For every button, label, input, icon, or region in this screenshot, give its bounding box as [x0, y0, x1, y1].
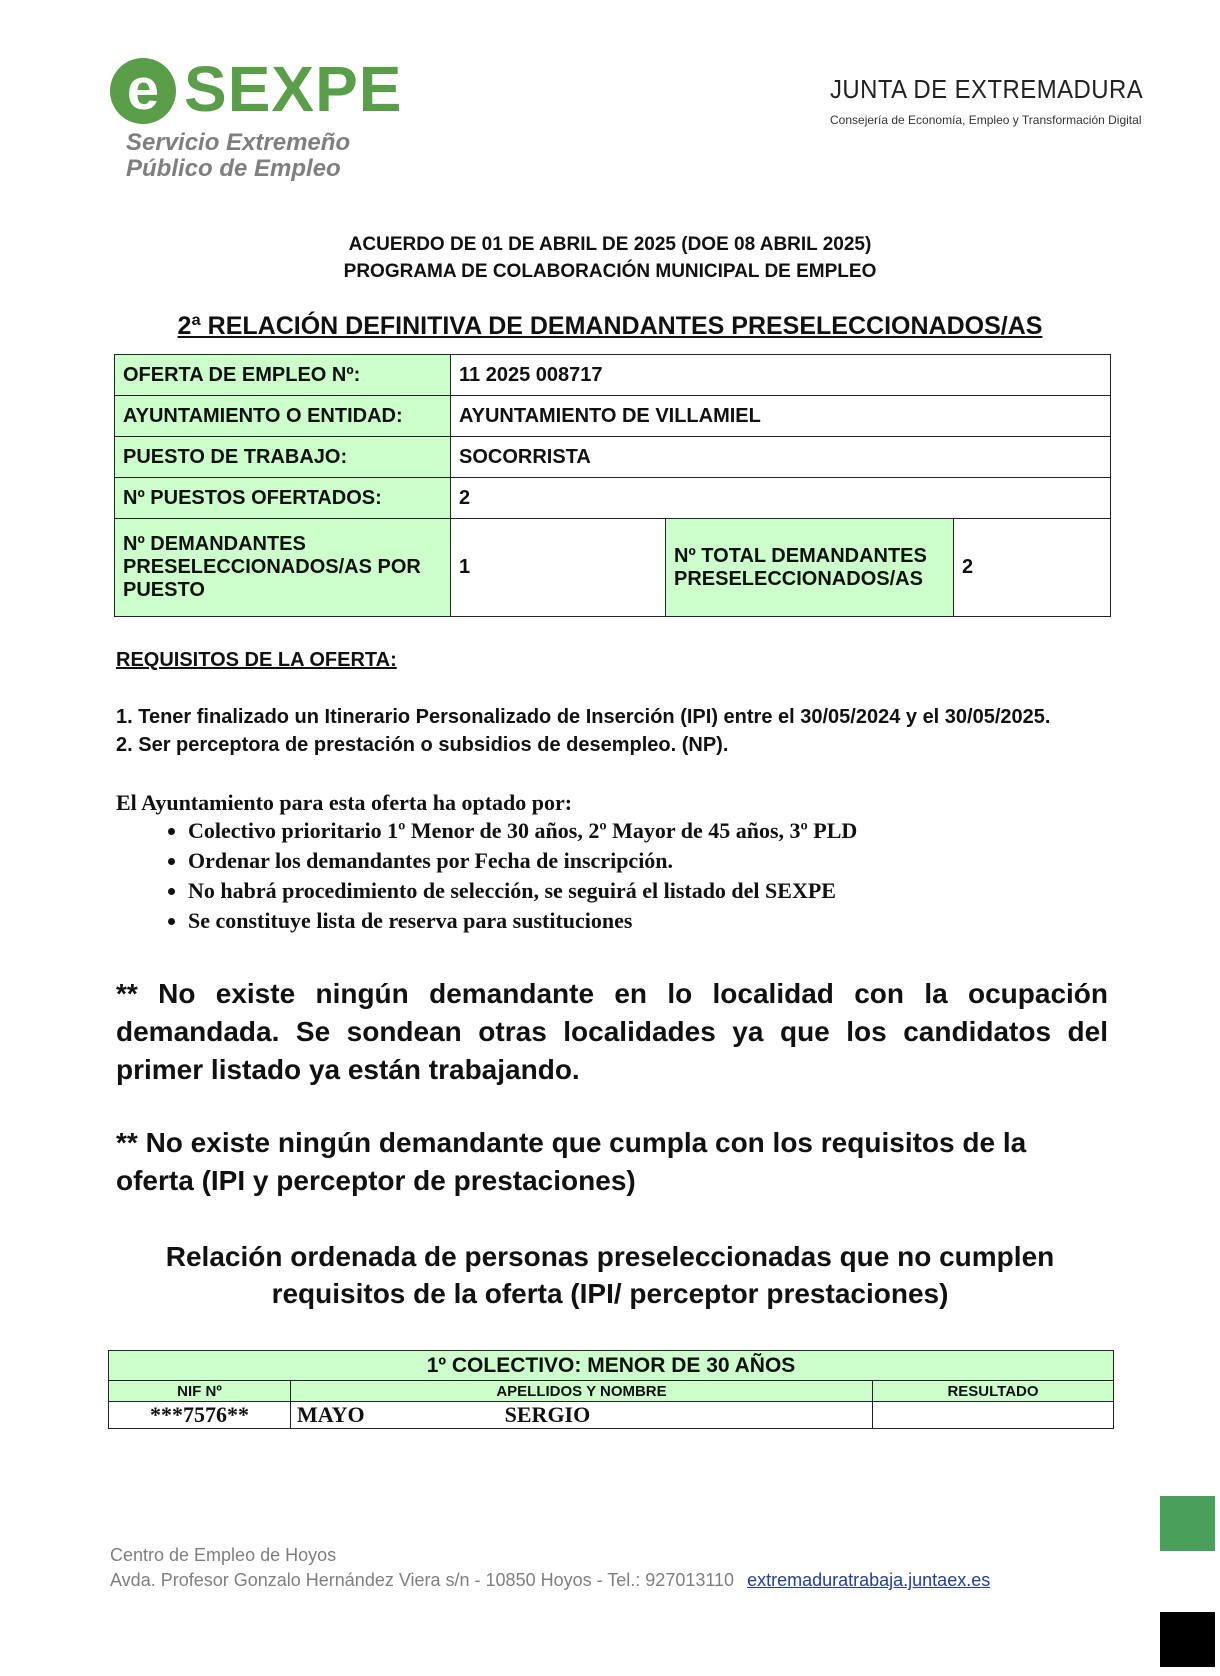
nif-cell: ***7576**: [109, 1402, 291, 1429]
por-puesto-label: Nº DEMANDANTES PRESELECCIONADOS/AS POR PUESTO: [115, 519, 451, 617]
puestos-ofertados-value: 2: [451, 478, 1111, 519]
page-title: 2ª RELACIÓN DEFINITIVA DE DEMANDANTES PRESELECCIONADOS/AS: [177, 312, 1043, 340]
green-square-mark: [1160, 1496, 1215, 1551]
nombre: SERGIO: [504, 1402, 591, 1427]
nombre-cell: [291, 1402, 873, 1429]
header-line-2: PROGRAMA DE COLABORACIÓN MUNICIPAL DE EMPLEO: [343, 261, 877, 282]
oferta-label: OFERTA DE EMPLEO Nº:: [115, 355, 451, 396]
relacion-title-line-1: Relación ordenada de personas preseleccionadas que no cumplen: [165, 1241, 1055, 1272]
sexpe-e-icon: e: [110, 58, 176, 124]
requisito-2: 2. Ser perceptora de prestación o subsidios de desempleo. (NP).: [116, 734, 729, 756]
row-ayuntamiento: [115, 396, 1111, 437]
colectivo-header: 1º COLECTIVO: MENOR DE 30 AÑOS: [109, 1351, 1114, 1381]
total-label: Nº TOTAL DEMANDANTES PRESELECCIONADOS/AS: [666, 519, 954, 617]
junta-logo: [830, 74, 1144, 144]
sexpe-subtitle-1: Servicio Extremeño: [126, 129, 351, 156]
column-header-resultado: RESULTADO: [873, 1381, 1114, 1402]
black-square-mark: [1160, 1612, 1215, 1667]
apellido: MAYO: [297, 1402, 365, 1427]
column-header-nombre: APELLIDOS Y NOMBRE: [291, 1381, 873, 1402]
ayuntamiento-label: AYUNTAMIENTO O ENTIDAD:: [115, 396, 451, 437]
relacion-title-line-2: requisitos de la oferta (IPI/ perceptor prestaciones): [271, 1278, 949, 1309]
opcion-item: • No habrá procedimiento de selección, se seguirá el listado del SEXPE: [188, 876, 857, 906]
footer-address-text: Avda. Profesor Gonzalo Hernández Viera s/n - 10850 Hoyos - Tel.: 927013110: [110, 1570, 735, 1590]
junta-subtitle: Consejería de Economía, Empleo y Transformación Digital: [830, 113, 1142, 127]
junta-name: JUNTA DE EXTREMADURA: [830, 74, 1144, 104]
footer-link[interactable]: extremaduratrabaja.juntaex.es: [747, 1570, 991, 1590]
footer-address: [110, 1570, 990, 1591]
requisitos-title: REQUISITOS DE LA OFERTA:: [116, 649, 397, 671]
sexpe-logo: [110, 53, 403, 186]
opcion-item: • Se constituye lista de reserva para sustituciones: [188, 906, 857, 936]
por-puesto-value: 1: [451, 519, 666, 617]
column-header-nif: NIF Nº: [109, 1381, 291, 1402]
relacion-title: [0, 1238, 1220, 1312]
puesto-label: PUESTO DE TRABAJO:: [115, 437, 451, 478]
footer-center-name: Centro de Empleo de Hoyos: [110, 1545, 337, 1565]
sexpe-subtitle-2: Público de Empleo: [126, 155, 341, 182]
opcion-item: • Ordenar los demandantes por Fecha de inscripción.: [188, 846, 857, 876]
row-preseleccionados: [115, 519, 1111, 617]
table-row: [109, 1402, 1114, 1429]
row-puestos-ofertados: [115, 478, 1111, 519]
puestos-ofertados-label: Nº PUESTOS OFERTADOS:: [115, 478, 451, 519]
requisito-1: 1. Tener finalizado un Itinerario Personalizado de Inserción (IPI) entre el 30/05/2024 y el 30/05/2025.: [116, 706, 1051, 728]
row-puesto: [115, 437, 1111, 478]
opcion-item: • Colectivo prioritario 1º Menor de 30 años, 2º Mayor de 45 años, 3º PLD: [188, 816, 857, 846]
notice-2: ** No existe ningún demandante que cumpla con los requisitos de la oferta (IPI y perceptor de prestaciones): [116, 1127, 1027, 1196]
resultado-cell: [873, 1402, 1114, 1429]
row-oferta: [115, 355, 1111, 396]
total-value: 2: [954, 519, 1111, 617]
offer-info-table: [114, 354, 1111, 617]
ayuntamiento-value: AYUNTAMIENTO DE VILLAMIEL: [451, 396, 1111, 437]
opciones-list: [148, 816, 857, 936]
sexpe-wordmark: SEXPE: [184, 53, 403, 125]
notice-1: ** No existe ningún demandante en lo localidad con la ocupación demandada. Se sondean otras localidades ya que los candidatos del primer listado ya están trabajando.: [116, 978, 1108, 1085]
candidatos-table: [108, 1350, 1114, 1429]
opciones-intro: El Ayuntamiento para esta oferta ha optado por:: [116, 790, 573, 815]
puesto-value: SOCORRISTA: [451, 437, 1111, 478]
header-line-1: ACUERDO DE 01 DE ABRIL DE 2025 (DOE 08 ABRIL 2025): [348, 234, 872, 255]
oferta-value: 11 2025 008717: [451, 355, 1111, 396]
